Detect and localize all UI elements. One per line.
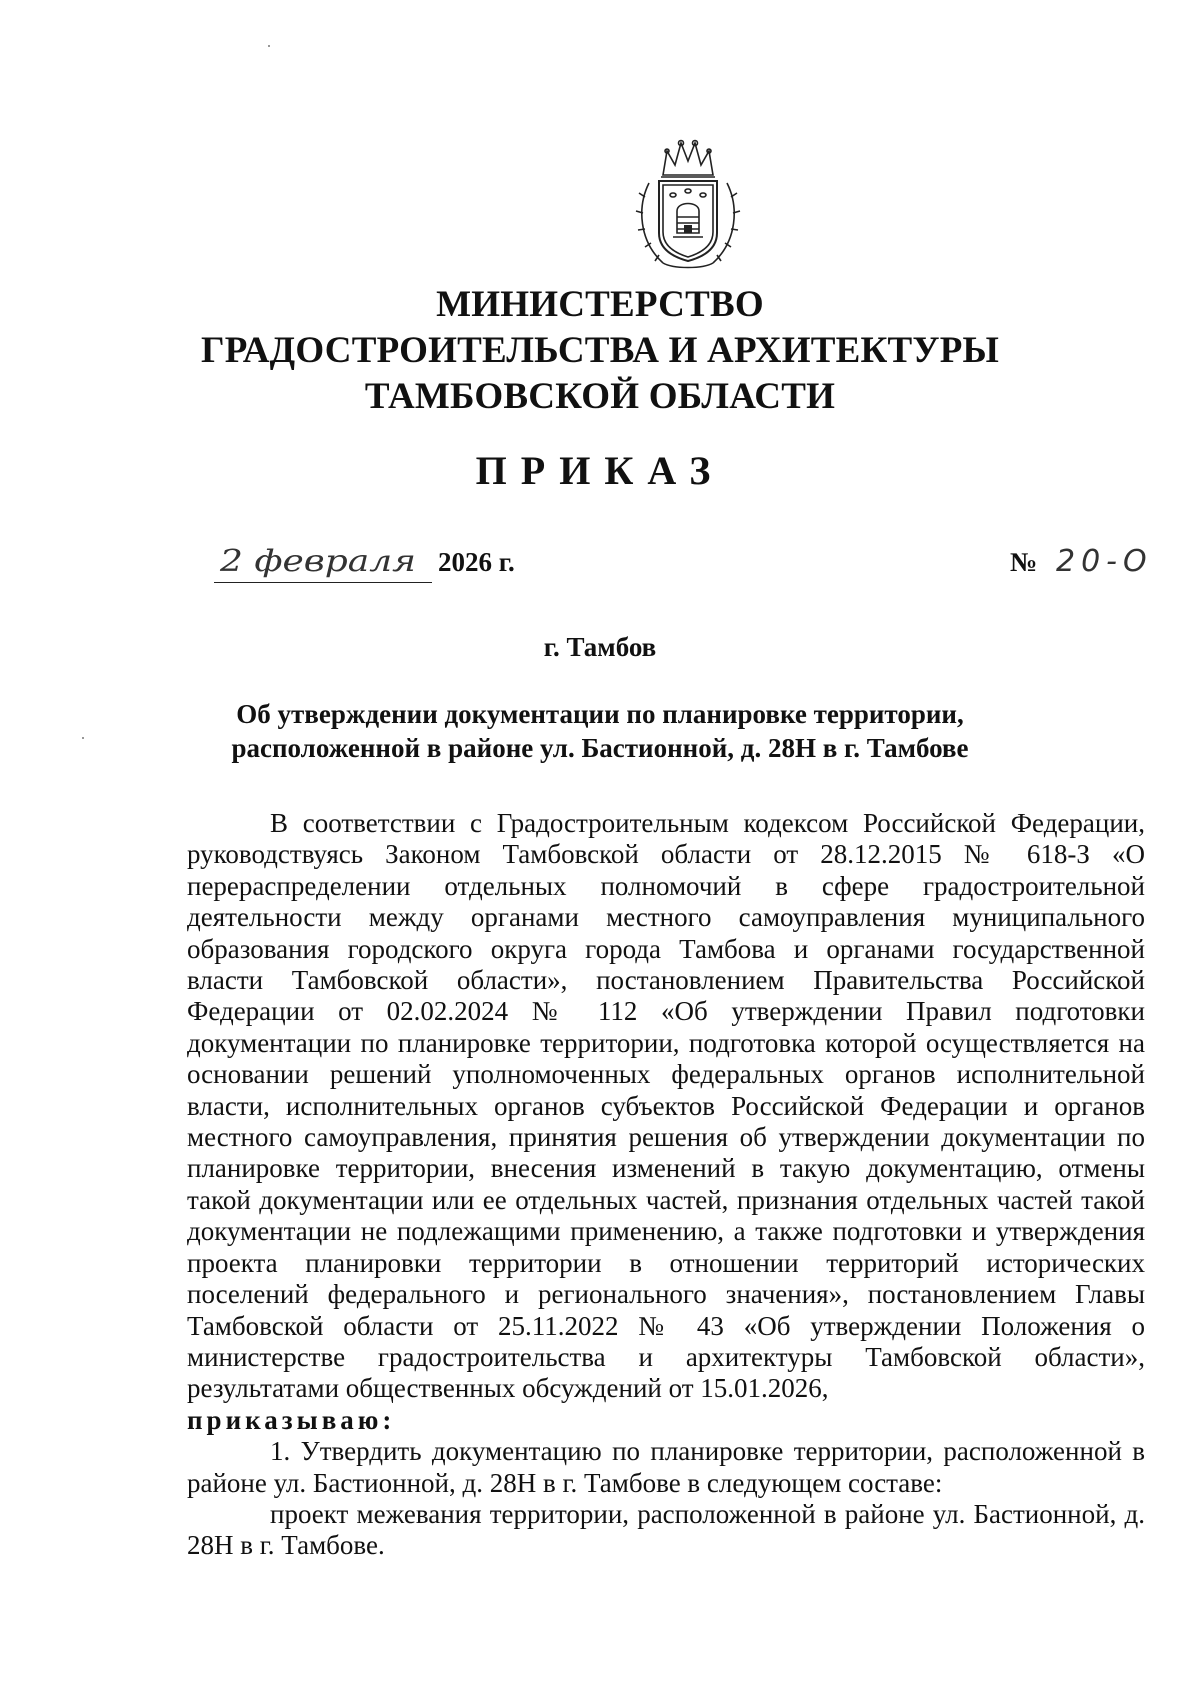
handwritten-date xyxy=(218,541,428,585)
org-name-line-1: МИНИСТЕРСТВО xyxy=(436,284,764,325)
handwritten-number xyxy=(1052,539,1162,583)
number-label: № xyxy=(1010,547,1038,577)
document-title xyxy=(150,697,1050,765)
tambov-coat-of-arms-icon xyxy=(633,137,743,275)
date-number-row xyxy=(214,544,1153,585)
order-word: приказываю: xyxy=(187,1404,396,1435)
item-1-paragraph: 1. Утвердить документацию по планировке территории, расположенной в районе ул. Бастионной, д. 28Н в г. Тамбове в следующем составе: xyxy=(187,1436,1145,1498)
document-body xyxy=(187,808,1145,1562)
date-year: 2026 г. xyxy=(438,547,515,577)
org-name-line-2: ГРАДОСТРОИТЕЛЬСТВА И АРХИТЕКТУРЫ xyxy=(200,330,1000,371)
item-1-detail-paragraph: проект межевания территории, расположенной в районе ул. Бастионной, д. 28Н в г. Тамбове. xyxy=(187,1498,1145,1561)
city-location: г. Тамбов xyxy=(543,632,657,662)
scan-speck xyxy=(82,737,84,739)
handwritten-date-text: 2 февраля xyxy=(218,544,416,579)
title-line-2: расположенной в районе ул. Бастионной, д. 28Н в г. Тамбове xyxy=(231,733,969,763)
org-name-line-3: ТАМБОВСКОЙ ОБЛАСТИ xyxy=(364,376,836,417)
order-word-paragraph xyxy=(187,1405,1145,1436)
title-line-1: Об утверждении документации по планировке территории, xyxy=(236,699,964,729)
handwritten-number-text: 20-О xyxy=(1056,544,1153,579)
preamble-paragraph: В соответствии с Градостроительным кодексом Российской Федерации, руководствуясь Законом Тамбовской области от 28.12.2015 № 618-З «О перераспределении отдельных полномочий в сфере градостроительной деятельности между органами местного самоуправления муниципального образования городского округа города Тамбова и органами государственной власти Тамбовской области», постановлением Правительства Российской Федерации от 02.02.2024 № 112 «Об утверждении Правил подготовки документации по планировке территории, подготовка которой осуществляется на основании решений уполномоченных федеральных органов исполнительной власти, исполнительных органов субъектов Российской Федерации и органов местного самоуправления, принятия решения об утверждении документации по планировке территории, внесения изменений в такую документацию, отмены такой документации или ее отдельных частей, признания отдельных частей такой документации не подлежащими применению, а также подготовки и утверждения проекта планировки территории в отношении территорий исторических поселений федерального и регионального значения», постановлением Главы Тамбовской области от 25.11.2022 № 43 «Об утверждении Положения о министерстве градостроительства и архитектуры Тамбовской области», результатами общественных обсуждений от 15.01.2026, xyxy=(187,808,1145,1404)
date-underline xyxy=(214,582,432,583)
scan-speck xyxy=(268,45,270,47)
document-type: ПРИКАЗ xyxy=(475,448,725,493)
